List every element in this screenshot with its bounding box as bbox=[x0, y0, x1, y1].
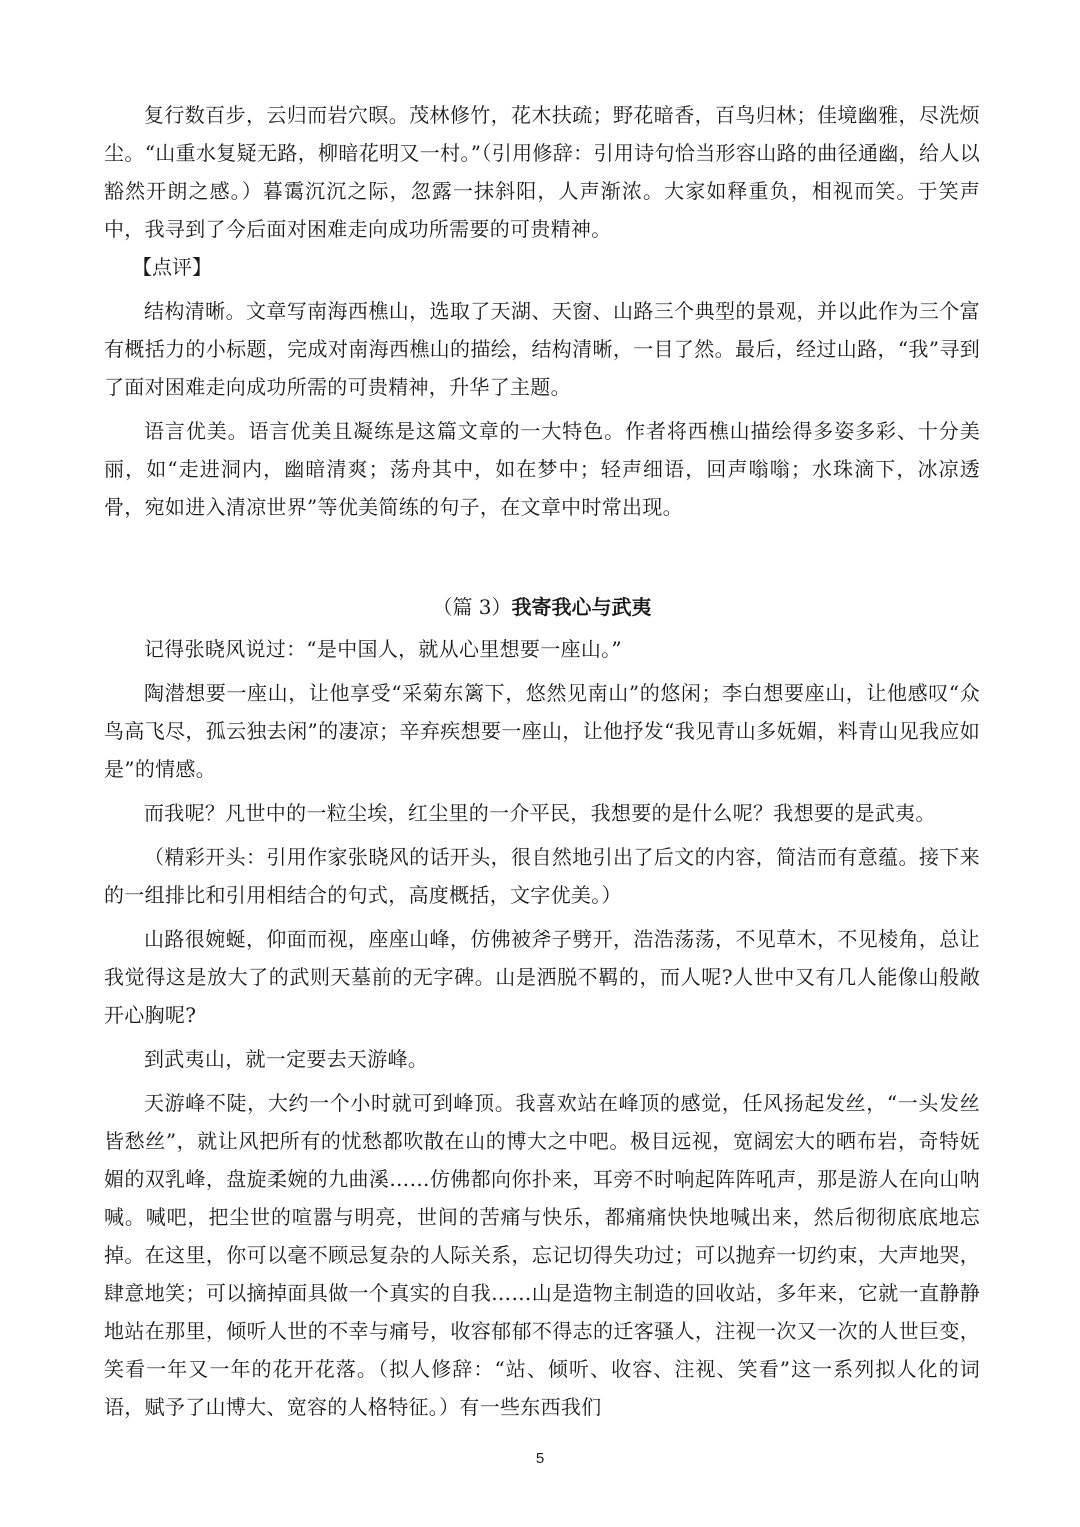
article-paragraph: 记得张晓风说过：“是中国人，就从心里想要一座山。” bbox=[144, 637, 622, 661]
article-paragraph: 而我呢？凡世中的一粒尘埃，红尘里的一介平民，我想要的是什么呢？我想要的是武夷。 bbox=[144, 801, 936, 825]
document-page bbox=[104, 96, 980, 1426]
comment-paragraph-structure: 结构清晰。文章写南海西樵山，选取了天湖、天窗、山路三个典型的景观，并以此作为三个富有概括力的小标题，完成对南海西樵山的描绘，结构清晰，一目了然。最后，经过山路，“我”寻到了面对困难走向成功所需的可贵精神，升华了主题。 bbox=[104, 299, 980, 399]
article-paragraph: 天游峰不陡，大约一个小时就可到峰顶。我喜欢站在峰顶的感觉，任风扬起发丝，“一头发丝皆愁丝”，就让风把所有的忧愁都吹散在山的博大之中吧。极目远视，宽阔宏大的晒布岩，奇特妩媚的双乳峰，盘旋柔婉的九曲溪……仿佛都向你扑来，耳旁不时响起阵阵吼声，那是游人在向山呐喊。喊吧，把尘世的喧嚣与明亮，世间的苦痛与快乐，都痛痛快快地喊出来，然后彻彻底底地忘掉。在这里，你可以毫不顾忌复杂的人际关系，忘记切得失功过；可以抛弃一切约束，大声地哭，肆意地笑；可以摘掉面具做一个真实的自我……山是造物主制造的回收站，多年来，它就一直静静地站在那里，倾听人世的不幸与痛号，收容郁郁不得志的迁客骚人，注视一次又一次的人世巨变，笑看一年又一年的花开花落。（拟人修辞：“站、倾听、收容、注视、笑看”这一系列拟人化的词语，赋予了山博大、宽容的人格特征。）有一些东西我们 bbox=[104, 1091, 980, 1419]
article-title bbox=[104, 588, 980, 626]
article-title-text: 我寄我心与武夷 bbox=[511, 595, 652, 619]
article-paragraph: 到武夷山，就一定要去天游峰。 bbox=[144, 1047, 429, 1071]
article-paragraph: 陶潜想要一座山，让他享受“采菊东篱下，悠然见南山”的悠闲；李白想要座山，让他感叹“众鸟高飞尽，孤云独去闲”的凄凉；辛弃疾想要一座山，让他抒发“我见青山多妩媚，料青山见我应如是”的情感。 bbox=[104, 681, 980, 781]
comment-heading: 【点评】 bbox=[132, 255, 212, 279]
article-paragraph: 山路很婉蜒，仰面而视，座座山峰，仿佛被斧子劈开，浩浩荡荡，不见草木，不见棱角，总让我觉得这是放大了的武则天墓前的无字碑。山是洒脱不羁的，而人呢?人世中又有几人能像山般敞开心胸呢? bbox=[104, 927, 980, 1027]
page-number: 5 bbox=[535, 1450, 545, 1467]
paragraph-mountain-path: 复行数百步，云归而岩穴暝。茂林修竹，花木扶疏；野花暗香，百鸟归林；佳境幽雅，尽洗烦尘。“山重水复疑无路，柳暗花明又一村。”（引用修辞：引用诗句恰当形容山路的曲径通幽，给人以豁然开朗之感。）暮霭沉沉之际，忽露一抹斜阳，人声渐浓。大家如释重负，相视而笑。于笑声中，我寻到了今后面对困难走向成功所需要的可贵精神。 bbox=[104, 103, 980, 241]
article-paragraph-annotation: （精彩开头：引用作家张晓风的话开头，很自然地引出了后文的内容，简洁而有意蕴。接下来的一组排比和引用相结合的句式，高度概括，文字优美。） bbox=[104, 845, 980, 907]
comment-paragraph-language: 语言优美。语言优美且凝练是这篇文章的一大特色。作者将西樵山描绘得多姿多彩、十分美丽，如“走进洞内，幽暗清爽；荡舟其中，如在梦中；轻声细语，回声嗡嗡；水珠滴下，冰凉透骨，宛如进入清凉世界”等优美简练的句子，在文章中时常出现。 bbox=[104, 419, 980, 519]
article-number-label: （篇 3） bbox=[432, 595, 512, 619]
